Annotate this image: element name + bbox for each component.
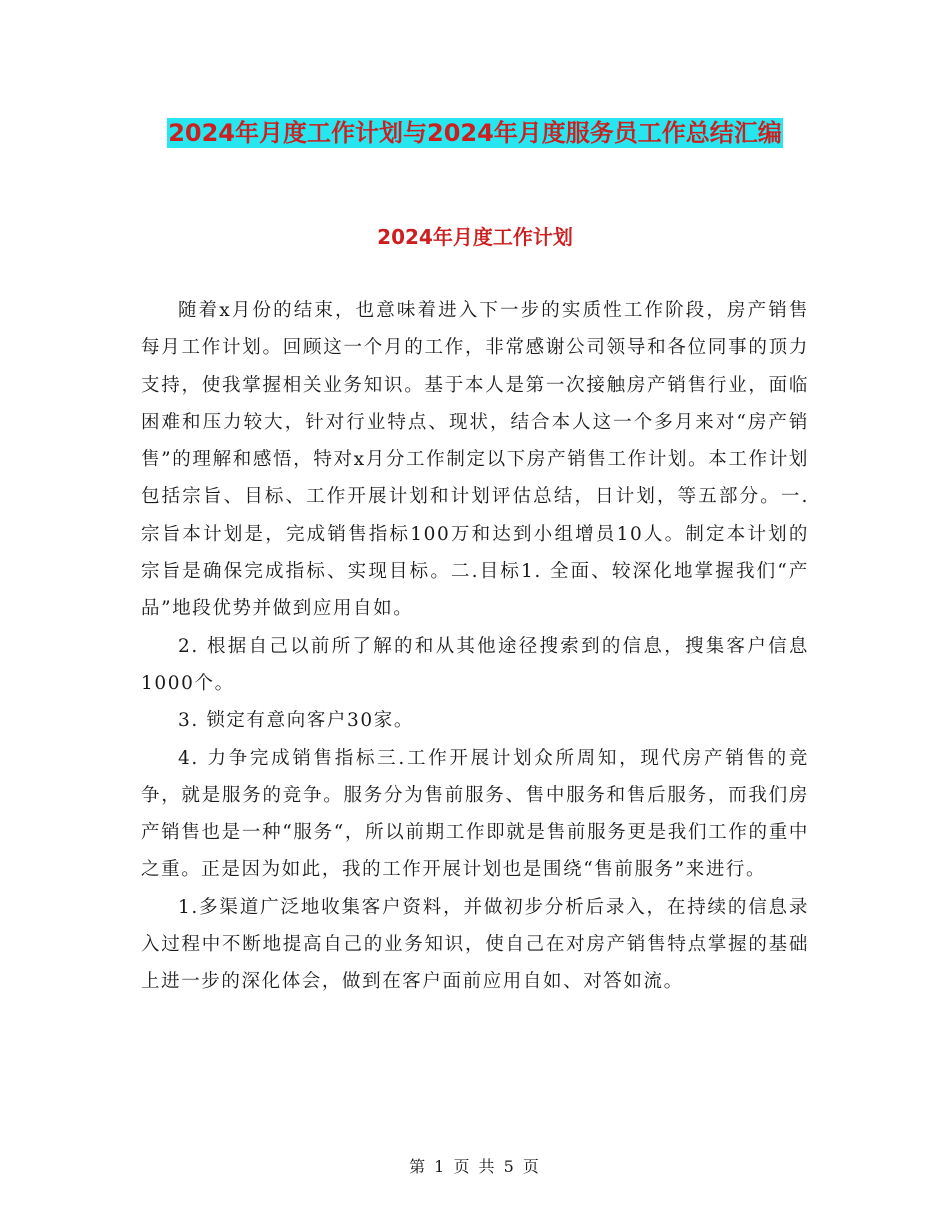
page-footer: 第 1 页 共 5 页: [409, 1157, 541, 1176]
document-title: [140, 112, 810, 154]
body-paragraph: 2. 根据自己以前所了解的和从其他途径搜索到的信息，搜集客户信息1000个。: [141, 635, 809, 694]
body-paragraph: 随着x月份的结束，也意味着进入下一步的实质性工作阶段，房产销售每月工作计划。回顾这一个月的工作，非常感谢公司领导和各位同事的顶力支持，使我掌握相关业务知识。基于本人是第一次接触房产销售行业，面临困难和压力较大，针对行业特点、现状，结合本人这一个多月来对“房产销售”的理解和感悟，特对x月分工作制定以下房产销售工作计划。本工作计划包括宗旨、目标、工作开展计划和计划评估总结，日计划，等五部分。一.宗旨本计划是，完成销售指标100万和达到小组增员10人。制定本计划的宗旨是确保完成指标、实现目标。二.目标1. 全面、较深化地掌握我们“产品”地段优势并做到应用自如。: [141, 300, 809, 620]
body-paragraph: 3. 锁定有意向客户30家。: [178, 710, 414, 732]
body-paragraph: 1.多渠道广泛地收集客户资料，并做初步分析后录入，在持续的信息录入过程中不断地提高自己的业务知识，使自己在对房产销售特点掌握的基础上进一步的深化体会，做到在客户面前应用自如、对答如流。: [141, 896, 809, 993]
body-paragraph: 4. 力争完成销售指标三.工作开展计划众所周知，现代房产销售的竞争，就是服务的竞争。服务分为售前服务、售中服务和售后服务，而我们房产销售也是一种“服务“，所以前期工作即就是售前服务更是我们工作的重中之重。正是因为如此，我的工作开展计划也是围绕“售前服务”来进行。: [141, 747, 809, 881]
document-body: [141, 292, 809, 1001]
section-title: 2024年月度工作计划: [377, 225, 573, 249]
document-title-highlight: 2024年月度工作计划与2024年月度服务员工作总结汇编: [168, 119, 782, 147]
